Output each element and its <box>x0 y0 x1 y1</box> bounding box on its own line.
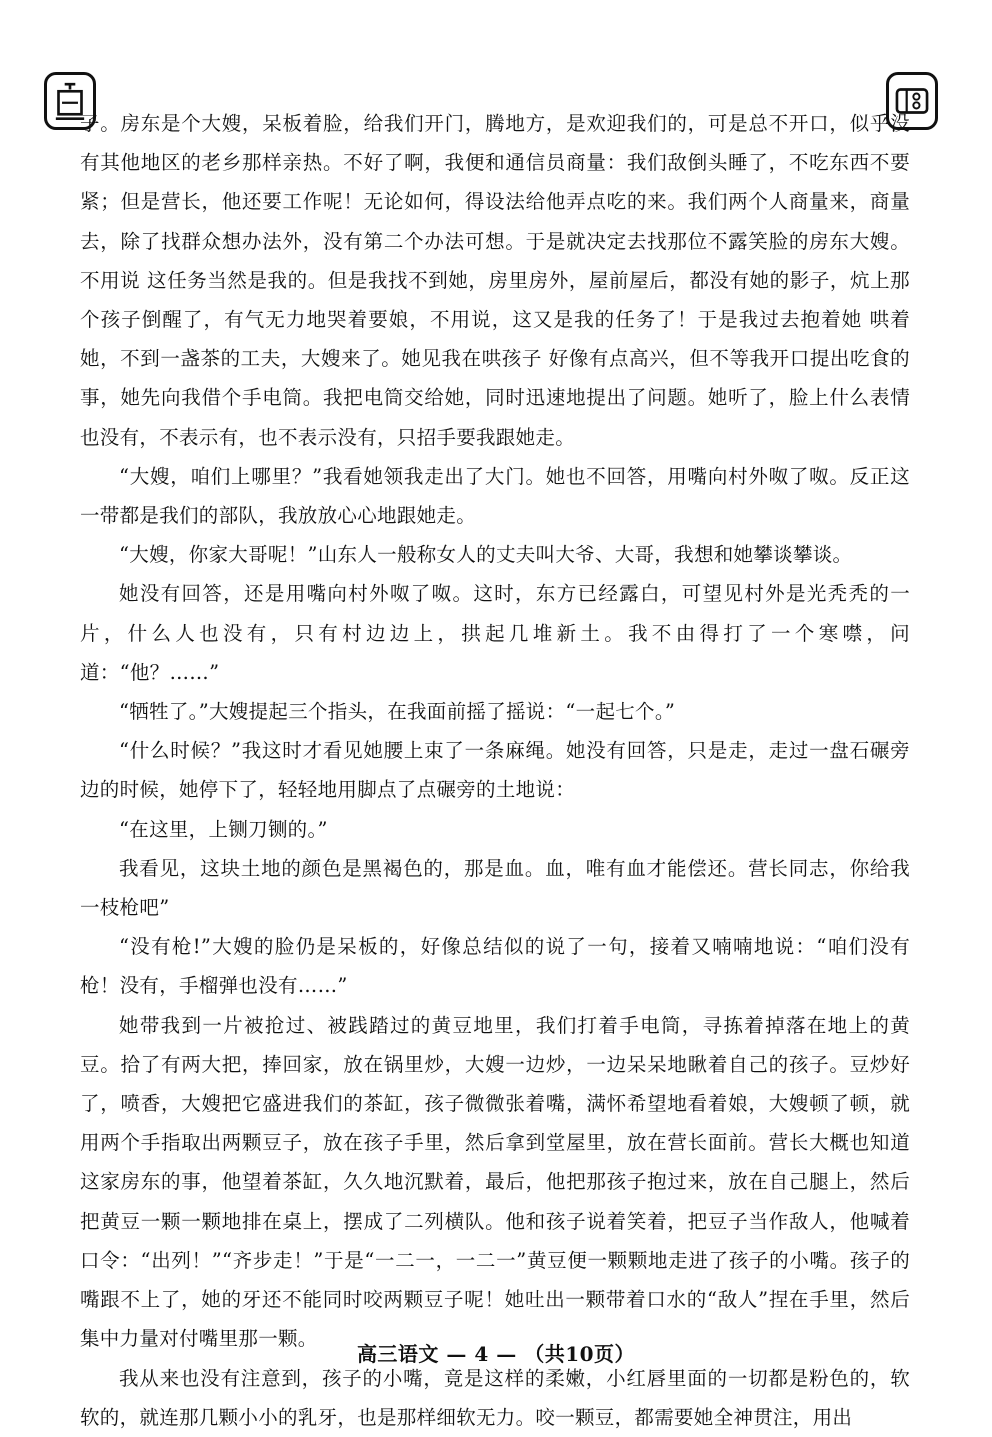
article-body <box>80 104 910 1437</box>
page-footer <box>0 1338 992 1367</box>
footer-subject: 高三语文 <box>356 1342 439 1366</box>
paragraph: 我看见，这块土地的颜色是黑褐色的，那是血。血，唯有血才能偿还。营长同志，你给我一枝枪吧” <box>80 856 910 920</box>
paragraph: “牺牲了。”大嫂提起三个指头，在我面前摇了摇说：“一起七个。” <box>119 700 676 724</box>
paragraph: 她带我到一片被抢过、被践踏过的黄豆地里，我们打着手电筒，寻拣着掉落在地上的黄豆。拾了有两大把，捧回家，放在锅里炒，大嫂一边炒，一边呆呆地瞅着自己的孩子。豆炒好了，喷香，大嫂把它盛进我们的茶缸，孩子微微张着嘴，满怀希望地看着娘，大嫂顿了顿，就用两个手指取出两颗豆子，放在孩子手里，然后拿到堂屋里，放在营长面前。营长大概也知道这家房东的事，他望着茶缸，久久地沉默着，最后，他把那孩子抱过来，放在自己腿上，然后把黄豆一颗一颗地排在桌上，摆成了二列横队。他和孩子说着笑着，把豆子当作敌人，他喊着口令：“出列！”“齐步走！”于是“一二一，一二一”黄豆便一颗颗地走进了孩子的小嘴。孩子的嘴跟不上了，她的牙还不能同时咬两颗豆子呢！她吐出一颗带着口水的“敌人”捏在手里，然后集中力量对付嘴里那一颗。 <box>80 1013 910 1351</box>
paragraph: “什么时候？”我这时才看见她腰上束了一条麻绳。她没有回答，只是走，走过一盘石碾旁边的时候，她停下了，轻轻地用脚点了点碾旁的土地说： <box>80 739 910 802</box>
paragraph: “大嫂，你家大哥呢！”山东人一般称女人的丈夫叫大爷、大哥，我想和她攀谈攀谈。 <box>119 543 853 567</box>
paragraph: “在这里，上铡刀铡的。” <box>119 817 328 841</box>
paragraph: 我从来也没有注意到，孩子的小嘴，竟是这样的柔嫩，小红唇里面的一切都是粉色的，软软的，就连那几颗小小的乳牙，也是那样细软无力。咬一颗豆，都需要她全神贯注，用出 <box>80 1366 910 1429</box>
paragraph: “没有枪!”大嫂的脸仍是呆板的，好像总结似的说了一句，接着又喃喃地说：“咱们没有枪！没有，手榴弹也没有……” <box>80 935 910 998</box>
footer-total-pages: （共10页） <box>524 1342 636 1366</box>
paragraph: 她没有回答，还是用嘴向村外呶了呶。这时，东方已经露白，可望见村外是光秃秃的一片，什么人也没有，只有村边边上，拱起几堆新土。我不由得打了一个寒噤，问道：“他？……” <box>80 582 910 684</box>
paragraph: “大嫂，咱们上哪里？”我看她领我走出了大门。她也不回答，用嘴向村外呶了呶。反正这一带都是我们的部队，我放放心心地跟她走。 <box>80 464 910 528</box>
footer-page-number: — 4 — <box>446 1342 517 1366</box>
paragraph: 子。房东是个大嫂，呆板着脸，给我们开门，腾地方，是欢迎我们的，可是总不开口，似乎没有其他地区的老乡那样亲热。不好了啊，我便和通信员商量：我们敌倒头睡了，不吃东西不要紧；但是营长，他还要工作呢！无论如何，得设法给他弄点吃的来。我们两个人商量来，商量去，除了找群众想办法外，没有第二个办法可想。于是就决定去找那位不露笑脸的房东大嫂。不用说 这任务当然是我的。但是我找不到她，房里房外，屋前屋后，都没有她的影子，炕上那个孩子倒醒了，有气无力地哭着要娘，不用说，这又是我的任务了！于是我过去抱着她 哄着她，不到一盏茶的工夫，大嫂来了。她见我在哄孩子 好像有点高兴，但不等我开口提出吃食的事，她先向我借个手电筒。我把电筒交给她，同时迅速地提出了问题。她听了，脸上什么表情也没有，不表示有，也不表示没有，只招手要我跟她走。 <box>80 112 910 449</box>
